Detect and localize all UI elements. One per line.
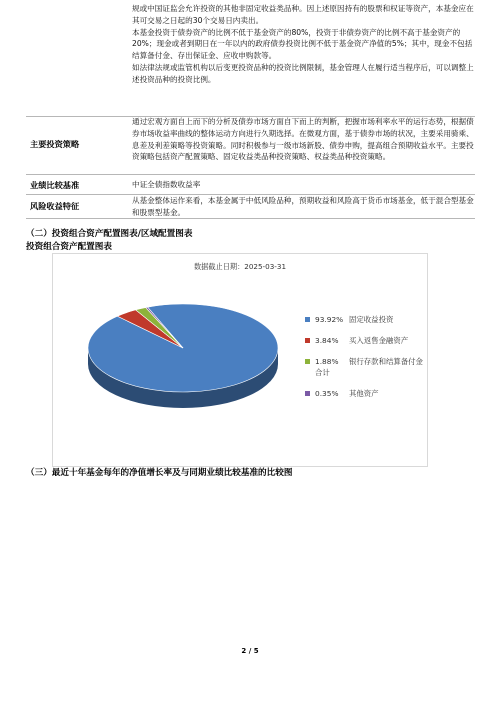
legend-swatch: [305, 317, 310, 322]
allocation-subheading: 投资组合资产配置图表: [26, 242, 112, 252]
risk-label: 风险收益特征: [30, 201, 80, 211]
asset-allocation-chart: [52, 253, 428, 467]
performance-heading: （三）最近十年基金每年的净值增长率及与同期业绩比较基准的比较图: [26, 468, 293, 478]
legend-name: 其他资产: [349, 389, 379, 398]
risk-text: 从基金整体运作来看，本基金属于中低风险品种，预期收益和风险高于货币市场基金，低于混合型基金和股票型基金。: [132, 196, 474, 217]
strategy-label: 主要投资策略: [30, 139, 80, 149]
legend-item: [305, 356, 427, 378]
chart-date-label: 数据截止日期：2025-03-31: [193, 262, 287, 271]
allocation-heading: （二）投资组合资产配置图表/区域配置图表: [26, 229, 193, 239]
risk-row: [26, 194, 475, 219]
legend-value: 3.84%: [315, 336, 339, 345]
investment-scope-text: [132, 3, 475, 86]
scope-line-2: 本基金投资于债券资产的比例不低于基金资产的80%，投资于非债券资产的比例不高于基金资产的20%；现金或者到期日在一年以内的政府债券投资比例不低于基金资产净值的5%；其中，现金不包括结算备付金、存出保证金、应收申购款等。: [132, 27, 473, 61]
legend-value: 0.35%: [315, 389, 339, 398]
benchmark-row: [26, 174, 475, 195]
legend-name: 固定收益投资: [349, 315, 394, 324]
scope-line-3: 如法律法规或监管机构以后变更投资品种的投资比例限制，基金管理人在履行适当程序后，可以调整上述投资品种的投资比例。: [132, 62, 474, 84]
strategy-row: [26, 116, 475, 173]
page-number: 2 / 5: [241, 647, 259, 655]
legend-swatch: [305, 359, 310, 364]
table-bottom-border: [26, 218, 475, 219]
legend-item: [305, 388, 427, 399]
legend-name: 买入返售金融资产: [349, 336, 409, 345]
legend-swatch: [305, 338, 310, 343]
strategy-text: 通过宏观方面自上而下的分析及债券市场方面自下而上的判断，把握市场利率水平的运行态势，根据债券市场收益率曲线的整体运动方向进行久期选择。在微观方面，基于债券市场的状况，主要采用骑乘、息差及利差策略等投资策略。同时积极参与一级市场新股、债券申购，提高组合预期收益水平。主要投资策略包括资产配置策略、固定收益类品种投资策略、权益类品种投资策略。: [132, 117, 474, 162]
benchmark-text: 中证全债指数收益率: [132, 180, 201, 189]
legend-name: 银行存款和结算备付金合计: [315, 357, 423, 377]
benchmark-label: 业绩比较基准: [30, 180, 80, 190]
scope-line-1: 规或中国证监会允许投资的其他非固定收益类品种。因上述原因持有的股票和权证等资产，本基金应在其可交易之日起的30个交易日内卖出。: [132, 4, 474, 25]
legend-value: 93.92%: [315, 315, 344, 324]
legend-swatch: [305, 391, 310, 396]
investment-scope-row: [26, 0, 475, 116]
legend-item: [305, 314, 427, 325]
legend-value: 1.88%: [315, 357, 339, 366]
legend-item: [305, 335, 427, 346]
chart-legend: [305, 314, 427, 409]
